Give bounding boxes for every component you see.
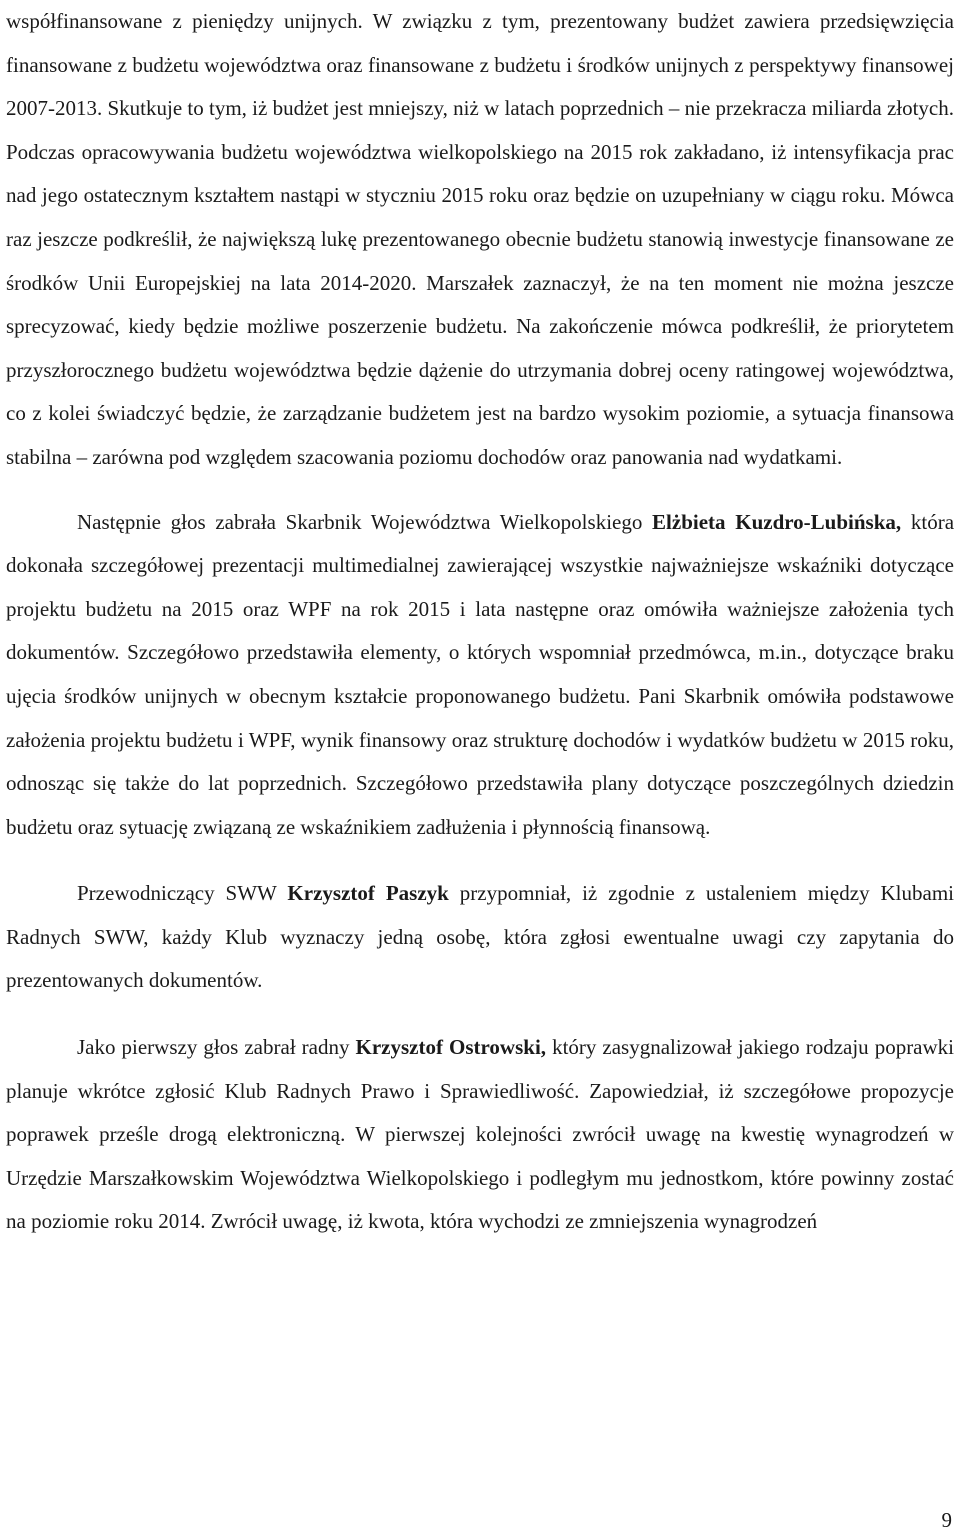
paragraph-text: która dokonała szczegółowej prezentacji multimedialnej zawierającej wszystkie najważniejsze wskaźniki dotyczące projektu budżetu na 2015 oraz WPF na rok 2015 i lata następne oraz omówiła ważniejsze założenia tych dokumentów. Szczegółowo przedstawiła elementy, o których wspomniał przedmówca, m.in., dotyczące braku ujęcia środków unijnych w obecnym kształcie proponowanego budżetu. Pani Skarbnik omówiła podstawowe założenia projektu budżetu i WPF, wynik finansowy oraz strukturę dochodów i wydatków budżetu w 2015 roku, odnosząc się także do lat poprzednich. Szczegółowo przedstawiła plany dotyczące poszczególnych dziedzin budżetu oraz sytuację związaną ze wskaźnikiem zadłużenia i płynnością finansową. bbox=[6, 509, 955, 839]
paragraph-text: Jako pierwszy głos zabrał radny bbox=[77, 1035, 356, 1060]
speaker-name: Elżbieta Kuzdro-Lubińska, bbox=[652, 509, 902, 534]
paragraph-text: współfinansowane z pieniędzy unijnych. W związku z tym, prezentowany budżet zawiera przedsięwzięcia finansowane z budżetu województwa oraz finansowane z budżetu i środków unijnych z perspektywy finansowej 2007-2013. Skutkuje to tym, iż budżet jest mniejszy, niż w latach poprzednich – nie przekracza miliarda złotych. Podczas opracowywania budżetu województwa wielkopolskiego na 2015 rok zakładano, iż intensyfikacja prac nad jego ostatecznym kształtem nastąpi w styczniu 2015 roku oraz będzie on uzupełniany w ciągu roku. Mówca raz jeszcze podkreślił, że największą lukę prezentowanego obecnie budżetu stanowią inwestycje finansowane ze środków Unii Europejskiej na lata 2014-2020. Marszałek zaznaczył, że na ten moment nie można jeszcze sprecyzować, kiedy będzie możliwe poszerzenie budżetu. Na zakończenie mówca podkreślił, że priorytetem przyszłorocznego budżetu województwa będzie dążenie do utrzymania dobrej oceny ratingowej województwa, co z kolei świadczyć będzie, że zarządzanie budżetem jest na bardzo wysokim poziomie, a sytuacja finansowa stabilna – zarówna pod względem szacowania poziomu dochodów oraz panowania nad wydatkami. bbox=[6, 9, 955, 469]
paragraph-text: przypomniał, iż zgodnie z ustaleniem między Klubami Radnych SWW, każdy Klub wyznaczy jedną osobę, która zgłosi ewentualne uwagi czy zapytania do prezentowanych dokumentów. bbox=[6, 881, 954, 993]
paragraph-text: Następnie głos zabrała Skarbnik Województwa Wielkopolskiego bbox=[77, 509, 653, 534]
paragraph-councillor-speech bbox=[6, 1026, 954, 1244]
paragraph-text: Przewodniczący SWW bbox=[77, 881, 288, 906]
document-body bbox=[6, 0, 954, 1244]
speaker-name: Krzysztof Paszyk bbox=[287, 881, 449, 906]
paragraph-continuation bbox=[6, 0, 954, 480]
speaker-name: Krzysztof Ostrowski, bbox=[355, 1035, 547, 1060]
page-number: 9 bbox=[941, 1508, 952, 1532]
paragraph-chairman-remark bbox=[6, 872, 954, 1003]
paragraph-text: który zasygnalizował jakiego rodzaju poprawki planuje wkrótce zgłosić Klub Radnych Prawo i Sprawiedliwość. Zapowiedział, iż szczegółowe propozycje poprawek prześle drogą elektroniczną. W pierwszej kolejności zwrócił uwagę na kwestię wynagrodzeń w Urzędzie Marszałkowskim Województwa Wielkopolskiego i podległym mu jednostkom, które powinny zostać na poziomie roku 2014. Zwrócił uwagę, iż kwota, która wychodzi ze zmniejszenia wynagrodzeń bbox=[6, 1035, 955, 1234]
paragraph-treasurer-presentation bbox=[6, 501, 954, 850]
